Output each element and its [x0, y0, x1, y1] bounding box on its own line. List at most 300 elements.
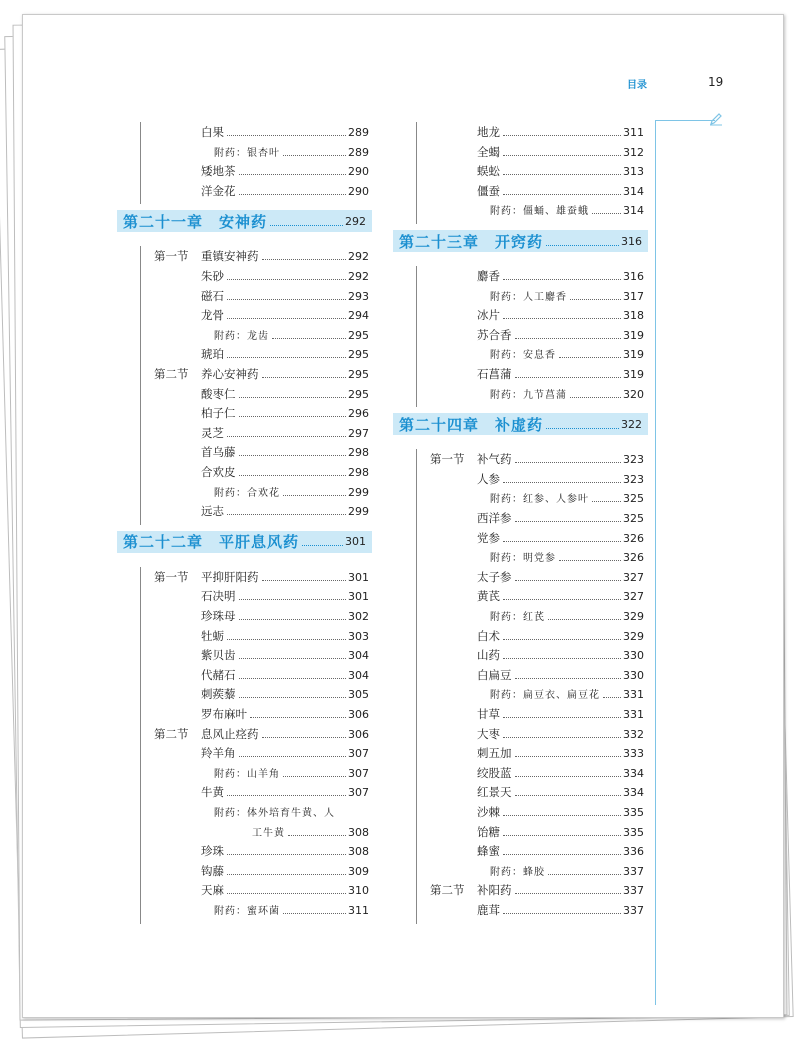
chapter-page: 292 — [345, 214, 366, 228]
toc-attachment — [490, 288, 644, 306]
dot-leader — [288, 835, 346, 836]
entry-name: 甘草 — [477, 707, 500, 721]
toc-attachment — [490, 863, 644, 881]
column-rule — [416, 266, 417, 407]
dot-leader — [546, 428, 619, 429]
entry-page: 299 — [348, 485, 369, 499]
toc-entry — [201, 647, 369, 665]
attachment-name: 附药：僵蛹、雄蚕蛾 — [490, 206, 589, 218]
chapter-heading — [117, 210, 372, 232]
entry-page: 295 — [348, 328, 369, 342]
entry-name: 沙棘 — [477, 805, 500, 819]
entry-name: 朱砂 — [201, 269, 224, 283]
dot-leader — [515, 756, 622, 757]
attachment-name: 附药：合欢花 — [214, 487, 280, 499]
entry-name: 补气药 — [477, 452, 512, 467]
dot-leader — [262, 259, 347, 260]
column-rule — [140, 246, 141, 524]
entry-page: 314 — [623, 204, 644, 218]
attachment-name: 附药：红参、人参叶 — [490, 494, 589, 506]
entry-name: 蜈蚣 — [477, 164, 500, 179]
entry-name: 灵芝 — [201, 425, 224, 440]
attachment-name: 附药：安息香 — [490, 350, 556, 362]
entry-name: 大枣 — [477, 726, 500, 741]
attachment-name: 附药：人工麝香 — [490, 291, 567, 303]
entry-page: 310 — [348, 884, 369, 898]
toc-entry — [201, 288, 369, 306]
toc-attachment — [490, 686, 644, 704]
header-title: 目录 — [627, 80, 647, 91]
entry-page: 304 — [348, 649, 369, 663]
toc-entry — [201, 307, 369, 325]
dot-leader — [227, 299, 346, 300]
dot-leader — [503, 318, 621, 319]
entry-page: 307 — [348, 766, 369, 780]
toc-entry — [477, 530, 644, 548]
entry-name: 鹿茸 — [477, 903, 500, 917]
toc-entry — [477, 843, 644, 861]
dot-leader — [239, 475, 347, 476]
dot-leader — [503, 279, 621, 280]
dot-leader — [570, 299, 621, 300]
entry-name: 琥珀 — [201, 347, 224, 362]
entry-name: 合欢皮 — [201, 465, 236, 479]
entry-page: 295 — [348, 368, 369, 381]
entry-name: 石菖蒲 — [477, 367, 512, 381]
toc-entry — [154, 569, 369, 587]
toc-entry — [477, 706, 644, 724]
toc-entry — [477, 471, 644, 489]
toc-attachment — [490, 490, 644, 508]
entry-page: 292 — [348, 270, 369, 283]
entry-page: 311 — [623, 126, 644, 139]
dot-leader — [515, 776, 622, 777]
dot-leader — [239, 416, 347, 417]
toc-entry — [477, 667, 644, 685]
entry-page: 336 — [623, 845, 644, 859]
toc-attachment — [214, 484, 369, 502]
attachment-name: 附药：龙齿 — [214, 330, 269, 342]
entry-page: 323 — [623, 472, 644, 486]
entry-page: 330 — [623, 668, 644, 682]
entry-page: 314 — [623, 184, 644, 198]
toc-attachment — [214, 804, 369, 822]
toc-entry — [201, 346, 369, 364]
toc-entry — [477, 327, 644, 345]
entry-page: 319 — [623, 328, 644, 342]
entry-page: 311 — [348, 904, 369, 917]
toc-entry — [201, 386, 369, 404]
chapter-heading — [393, 413, 648, 435]
entry-page: 289 — [348, 145, 369, 159]
dot-leader — [503, 815, 621, 816]
entry-name: 白果 — [201, 125, 224, 139]
entry-page: 290 — [348, 184, 369, 198]
dot-leader — [239, 194, 347, 195]
toc-entry — [201, 183, 369, 201]
toc-entry — [477, 268, 644, 286]
entry-page: 326 — [623, 551, 644, 565]
entry-page: 306 — [348, 727, 369, 741]
toc-entry — [477, 902, 644, 920]
section-label: 第二节 — [154, 726, 189, 741]
entry-name: 龙骨 — [201, 308, 224, 323]
entry-name: 代赭石 — [201, 667, 236, 682]
entry-page: 299 — [348, 505, 369, 519]
entry-name: 酸枣仁 — [201, 386, 236, 401]
dot-leader — [503, 541, 621, 542]
dot-leader — [503, 658, 621, 659]
toc-entry — [477, 804, 644, 822]
dot-leader — [503, 737, 621, 738]
toc-entry — [477, 745, 644, 763]
margin-guide-horizontal — [655, 120, 715, 121]
dot-leader — [250, 717, 346, 718]
toc-entry — [477, 726, 644, 744]
toc-attachment — [214, 902, 369, 920]
entry-name: 石决明 — [201, 589, 236, 604]
dot-leader — [283, 776, 346, 777]
entry-page: 327 — [623, 590, 644, 604]
chapter-title: 第二十一章 安神药 — [123, 212, 268, 231]
dot-leader — [515, 678, 622, 679]
toc-entry — [477, 569, 644, 587]
entry-name: 平抑肝阳药 — [201, 569, 259, 584]
toc-entry — [201, 667, 369, 685]
dot-leader — [239, 174, 347, 175]
dot-leader — [592, 213, 621, 214]
toc-attachment — [490, 549, 644, 567]
section-label: 第二节 — [430, 883, 465, 898]
chapter-heading — [117, 531, 372, 553]
entry-page: 307 — [348, 786, 369, 800]
entry-name: 全蝎 — [477, 144, 500, 159]
dot-leader — [503, 174, 621, 175]
entry-page: 309 — [348, 864, 369, 878]
entry-name: 麝香 — [477, 269, 500, 283]
entry-name: 磁石 — [201, 288, 224, 303]
dot-leader — [239, 756, 347, 757]
entry-page: 308 — [348, 825, 369, 839]
entry-name: 天麻 — [201, 883, 224, 898]
dot-leader — [227, 893, 346, 894]
entry-name: 刺蒺藜 — [201, 687, 236, 702]
toc-attachment-continued — [252, 824, 369, 842]
toc-entry — [201, 163, 369, 181]
entry-name: 冰片 — [477, 308, 500, 323]
entry-page: 335 — [623, 806, 644, 819]
toc-attachment — [490, 386, 644, 404]
entry-page: 316 — [623, 270, 644, 283]
dot-leader — [239, 397, 347, 398]
toc-entry — [201, 628, 369, 646]
chapter-page: 301 — [345, 535, 366, 549]
column-rule — [416, 122, 417, 224]
entry-name: 养心安神药 — [201, 367, 259, 381]
entry-name: 紫贝齿 — [201, 648, 236, 663]
dot-leader — [239, 658, 347, 659]
dot-leader — [272, 338, 346, 339]
attachment-name: 附药：山羊角 — [214, 768, 280, 780]
entry-name: 羚羊角 — [201, 746, 236, 761]
toc-entry — [201, 882, 369, 900]
dot-leader — [515, 893, 622, 894]
entry-page: 318 — [623, 309, 644, 323]
entry-page: 319 — [623, 368, 644, 381]
entry-page: 295 — [348, 348, 369, 362]
entry-page: 319 — [623, 348, 644, 362]
dot-leader — [503, 194, 621, 195]
toc-attachment — [490, 608, 644, 626]
dot-leader — [270, 225, 343, 226]
entry-name: 息风止痉药 — [201, 726, 259, 741]
toc-entry — [201, 405, 369, 423]
attachment-name: 附药：扁豆衣、扁豆花 — [490, 690, 600, 702]
entry-name: 西洋参 — [477, 511, 512, 525]
dot-leader — [239, 697, 347, 698]
toc-entry — [201, 863, 369, 881]
toc-attachment — [214, 327, 369, 345]
attachment-name: 附药：蜂胶 — [490, 866, 545, 878]
dot-leader — [227, 639, 346, 640]
entry-name: 山药 — [477, 648, 500, 663]
entry-name: 黄芪 — [477, 589, 500, 604]
entry-name: 刺五加 — [477, 746, 512, 761]
entry-page: 297 — [348, 426, 369, 440]
entry-page: 298 — [348, 466, 369, 479]
toc-entry — [477, 144, 644, 162]
dot-leader — [503, 639, 621, 640]
entry-name: 僵蚕 — [477, 183, 500, 198]
dot-leader — [227, 874, 346, 875]
entry-page: 317 — [623, 289, 644, 303]
dot-leader — [503, 717, 621, 718]
section-label: 第二节 — [154, 367, 189, 381]
entry-page: 305 — [348, 688, 369, 702]
entry-page: 313 — [623, 165, 644, 179]
toc-entry — [477, 163, 644, 181]
toc-entry — [477, 784, 644, 802]
dot-leader — [503, 854, 621, 855]
attachment-name: 附药：蜜环菌 — [214, 906, 280, 917]
toc-entry — [477, 765, 644, 783]
section-label: 第一节 — [154, 569, 189, 584]
entry-name: 补阳药 — [477, 883, 512, 898]
dot-leader — [515, 462, 622, 463]
toc-entry — [154, 726, 369, 744]
entry-name: 苏合香 — [477, 327, 512, 342]
column-rule — [416, 449, 417, 923]
dot-leader — [592, 501, 621, 502]
toc-entry — [430, 451, 644, 469]
header-page-number: 19 — [708, 75, 724, 89]
toc-entry — [477, 628, 644, 646]
entry-page: 334 — [623, 766, 644, 780]
entry-name: 罗布麻叶 — [201, 707, 247, 721]
entry-page: 325 — [623, 512, 644, 525]
dot-leader — [515, 377, 622, 378]
entry-page: 301 — [348, 570, 369, 584]
entry-page: 334 — [623, 786, 644, 800]
entry-page: 293 — [348, 289, 369, 303]
toc-entry — [201, 706, 369, 724]
toc-attachment — [214, 765, 369, 783]
dot-leader — [603, 697, 621, 698]
toc-page — [22, 14, 784, 1018]
entry-name: 红景天 — [477, 785, 512, 800]
entry-name: 钩藤 — [201, 863, 224, 878]
dot-leader — [239, 599, 347, 600]
toc-entry — [477, 183, 644, 201]
entry-page: 301 — [348, 590, 369, 604]
entry-page: 332 — [623, 727, 644, 741]
entry-page: 292 — [348, 250, 369, 264]
toc-entry — [477, 824, 644, 842]
dot-leader — [227, 279, 346, 280]
toc-entry — [201, 444, 369, 462]
entry-name: 地龙 — [477, 125, 500, 139]
toc-entry — [201, 784, 369, 802]
chapter-page: 322 — [621, 417, 642, 431]
chapter-title: 第二十二章 平肝息风药 — [123, 533, 300, 552]
entry-name: 珍珠母 — [201, 609, 236, 623]
dot-leader — [262, 580, 347, 581]
toc-entry — [154, 248, 369, 266]
pen-icon — [709, 112, 723, 126]
dot-leader — [503, 135, 621, 136]
dot-leader — [262, 377, 347, 378]
entry-page: 307 — [348, 747, 369, 761]
attachment-name: 附药：银杏叶 — [214, 147, 280, 159]
margin-guide-vertical — [655, 120, 656, 1005]
entry-name: 牛黄 — [201, 785, 224, 800]
dot-leader — [515, 795, 622, 796]
attachment-name: 附药：红芪 — [490, 612, 545, 623]
entry-name: 白扁豆 — [477, 667, 512, 682]
toc-entry — [477, 124, 644, 142]
dot-leader — [239, 619, 347, 620]
dot-leader — [227, 514, 346, 515]
entry-name: 白术 — [477, 628, 500, 643]
toc-entry — [201, 745, 369, 763]
entry-page: 331 — [623, 688, 644, 702]
entry-page: 327 — [623, 570, 644, 584]
section-label: 第一节 — [430, 452, 465, 467]
entry-name: 洋金花 — [201, 183, 236, 198]
dot-leader — [239, 678, 347, 679]
entry-page: 312 — [623, 145, 644, 159]
entry-page: 290 — [348, 165, 369, 179]
dot-leader — [570, 397, 621, 398]
entry-page: 320 — [623, 387, 644, 401]
dot-leader — [227, 135, 346, 136]
dot-leader — [227, 357, 346, 358]
dot-leader — [283, 495, 346, 496]
column-rule — [140, 567, 141, 924]
toc-entry — [477, 510, 644, 528]
entry-name: 重镇安神药 — [201, 249, 259, 264]
toc-entry — [477, 366, 644, 384]
toc-entry — [201, 588, 369, 606]
dot-leader — [559, 357, 621, 358]
dot-leader — [503, 599, 621, 600]
entry-name: 远志 — [201, 504, 224, 519]
entry-page: 296 — [348, 407, 369, 421]
dot-leader — [548, 874, 621, 875]
entry-page: 337 — [623, 864, 644, 878]
entry-page: 289 — [348, 126, 369, 139]
toc-entry — [201, 464, 369, 482]
entry-page: 295 — [348, 387, 369, 401]
attachment-name: 附药：明党参 — [490, 553, 556, 565]
entry-name: 党参 — [477, 530, 500, 545]
toc-attachment — [490, 346, 644, 364]
entry-page: 330 — [623, 649, 644, 663]
attachment-name: 附药：九节菖蒲 — [490, 389, 567, 401]
dot-leader — [227, 436, 346, 437]
dot-leader — [548, 619, 621, 620]
entry-name: 人参 — [477, 471, 500, 486]
toc-entry — [201, 608, 369, 626]
entry-page: 302 — [348, 610, 369, 623]
entry-page: 298 — [348, 446, 369, 460]
dot-leader — [559, 560, 621, 561]
dot-leader — [227, 854, 346, 855]
section-label: 第一节 — [154, 249, 189, 264]
toc-entry — [201, 686, 369, 704]
toc-attachment — [214, 144, 369, 162]
toc-entry — [201, 425, 369, 443]
entry-page: 323 — [623, 453, 644, 467]
toc-entry — [154, 366, 369, 384]
dot-leader — [546, 245, 619, 246]
chapter-title: 第二十三章 开窍药 — [399, 232, 544, 251]
dot-leader — [515, 521, 622, 522]
entry-name: 太子参 — [477, 569, 512, 584]
toc-entry — [201, 503, 369, 521]
dot-leader — [515, 338, 622, 339]
entry-page: 329 — [623, 610, 644, 623]
entry-page: 294 — [348, 309, 369, 323]
dot-leader — [302, 545, 343, 546]
dot-leader — [503, 835, 621, 836]
dot-leader — [227, 795, 346, 796]
dot-leader — [283, 155, 346, 156]
entry-name: 首乌藤 — [201, 445, 236, 460]
dot-leader — [503, 482, 621, 483]
entry-page: 337 — [623, 904, 644, 917]
entry-page: 333 — [623, 747, 644, 761]
column-rule — [140, 122, 141, 204]
chapter-page: 316 — [621, 234, 642, 248]
dot-leader — [515, 580, 622, 581]
toc-entry — [201, 843, 369, 861]
entry-page: 303 — [348, 629, 369, 643]
entry-name: 牡蛎 — [201, 628, 224, 643]
dot-leader — [262, 737, 347, 738]
entry-page: 308 — [348, 845, 369, 859]
chapter-title: 第二十四章 补虚药 — [399, 415, 544, 434]
chapter-heading — [393, 230, 648, 252]
entry-page: 304 — [348, 668, 369, 682]
entry-name: 饴糖 — [477, 824, 500, 839]
entry-page: 337 — [623, 884, 644, 898]
toc-entry — [201, 268, 369, 286]
entry-name: 蜂蜜 — [477, 844, 500, 859]
toc-entry — [477, 588, 644, 606]
entry-page: 325 — [623, 492, 644, 506]
attachment-name: 附药：体外培育牛黄、人 — [214, 808, 335, 819]
